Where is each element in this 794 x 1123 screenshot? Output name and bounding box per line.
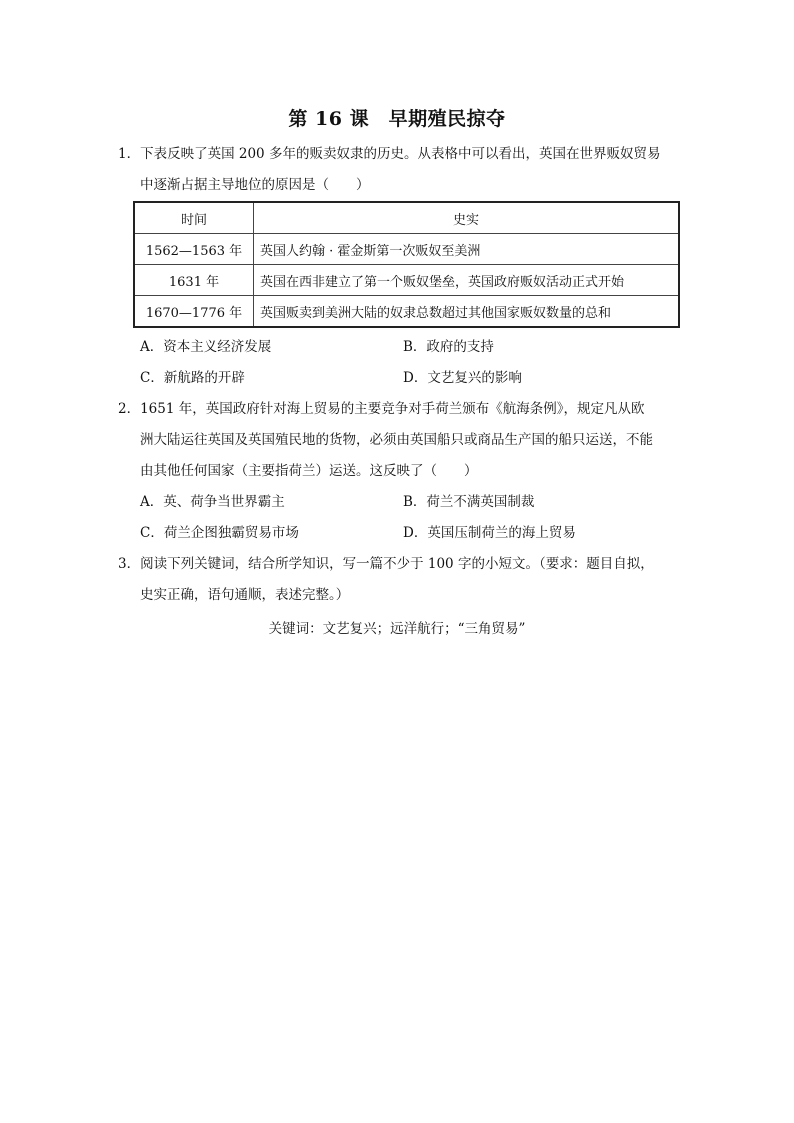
question-3-keywords: 关键词：文艺复兴；远洋航行；“三角贸易” <box>268 621 526 637</box>
table-header-fact: 史实 <box>254 202 680 234</box>
question-2-line-1: 2．1651 年，英国政府针对海上贸易的主要竞争对手荷兰颁布《航海条例》，规定凡从欧 <box>118 401 645 417</box>
question-1-option-d[interactable]: D．文艺复兴的影响 <box>403 370 522 386</box>
question-2-option-b[interactable]: B．荷兰不满英国制裁 <box>403 494 535 510</box>
lesson-title: 第 16 课 早期殖民掠夺 <box>288 108 506 130</box>
table-header-time: 时间 <box>134 202 254 234</box>
table-cell-fact: 英国人约翰 · 霍金斯第一次贩奴至美洲 <box>254 234 680 265</box>
table-cell-fact: 英国贩卖到美洲大陆的奴隶总数超过其他国家贩奴数量的总和 <box>254 296 680 328</box>
question-1-line-1: 1．下表反映了英国 200 多年的贩卖奴隶的历史。从表格中可以看出，英国在世界贩奴贸易 <box>118 146 661 162</box>
question-3-line-1: 3．阅读下列关键词，结合所学知识，写一篇不少于 100 字的小短文。（要求：题目自拟， <box>118 556 654 572</box>
question-1-stem <box>118 139 688 201</box>
slave-trade-history-table <box>133 201 680 328</box>
question-2-line-3: 由其他任何国家（主要指荷兰）运送。这反映了（ ） <box>140 463 478 479</box>
question-1-option-c[interactable]: C．新航路的开辟 <box>140 370 245 386</box>
table-cell-fact: 英国在西非建立了第一个贩奴堡垒，英国政府贩奴活动正式开始 <box>254 265 680 296</box>
table-cell-time: 1631 年 <box>134 265 254 296</box>
table-row <box>134 265 679 296</box>
question-2-option-a[interactable]: A．英、荷争当世界霸主 <box>140 494 285 510</box>
table-cell-time: 1562—1563 年 <box>134 234 254 265</box>
question-1-line-2: 中逐渐占据主导地位的原因是（ ） <box>140 177 370 193</box>
question-2-options <box>140 487 660 549</box>
table-cell-time: 1670—1776 年 <box>134 296 254 328</box>
table-row <box>134 234 679 265</box>
table-row <box>134 296 679 328</box>
question-2-option-c[interactable]: C．荷兰企图独霸贸易市场 <box>140 525 299 541</box>
table-header-row <box>134 202 679 234</box>
question-1-options <box>140 332 660 394</box>
question-1-option-b[interactable]: B．政府的支持 <box>403 339 494 355</box>
question-1-option-a[interactable]: A．资本主义经济发展 <box>140 339 272 355</box>
question-3-stem <box>118 549 688 611</box>
question-2-line-2: 洲大陆运往英国及英国殖民地的货物，必须由英国船只或商品生产国的船只运送，不能 <box>140 432 653 448</box>
question-2-option-d[interactable]: D．英国压制荷兰的海上贸易 <box>403 525 576 541</box>
question-2-stem <box>118 394 688 487</box>
question-3-line-2: 史实正确，语句通顺，表述完整。） <box>140 587 350 603</box>
